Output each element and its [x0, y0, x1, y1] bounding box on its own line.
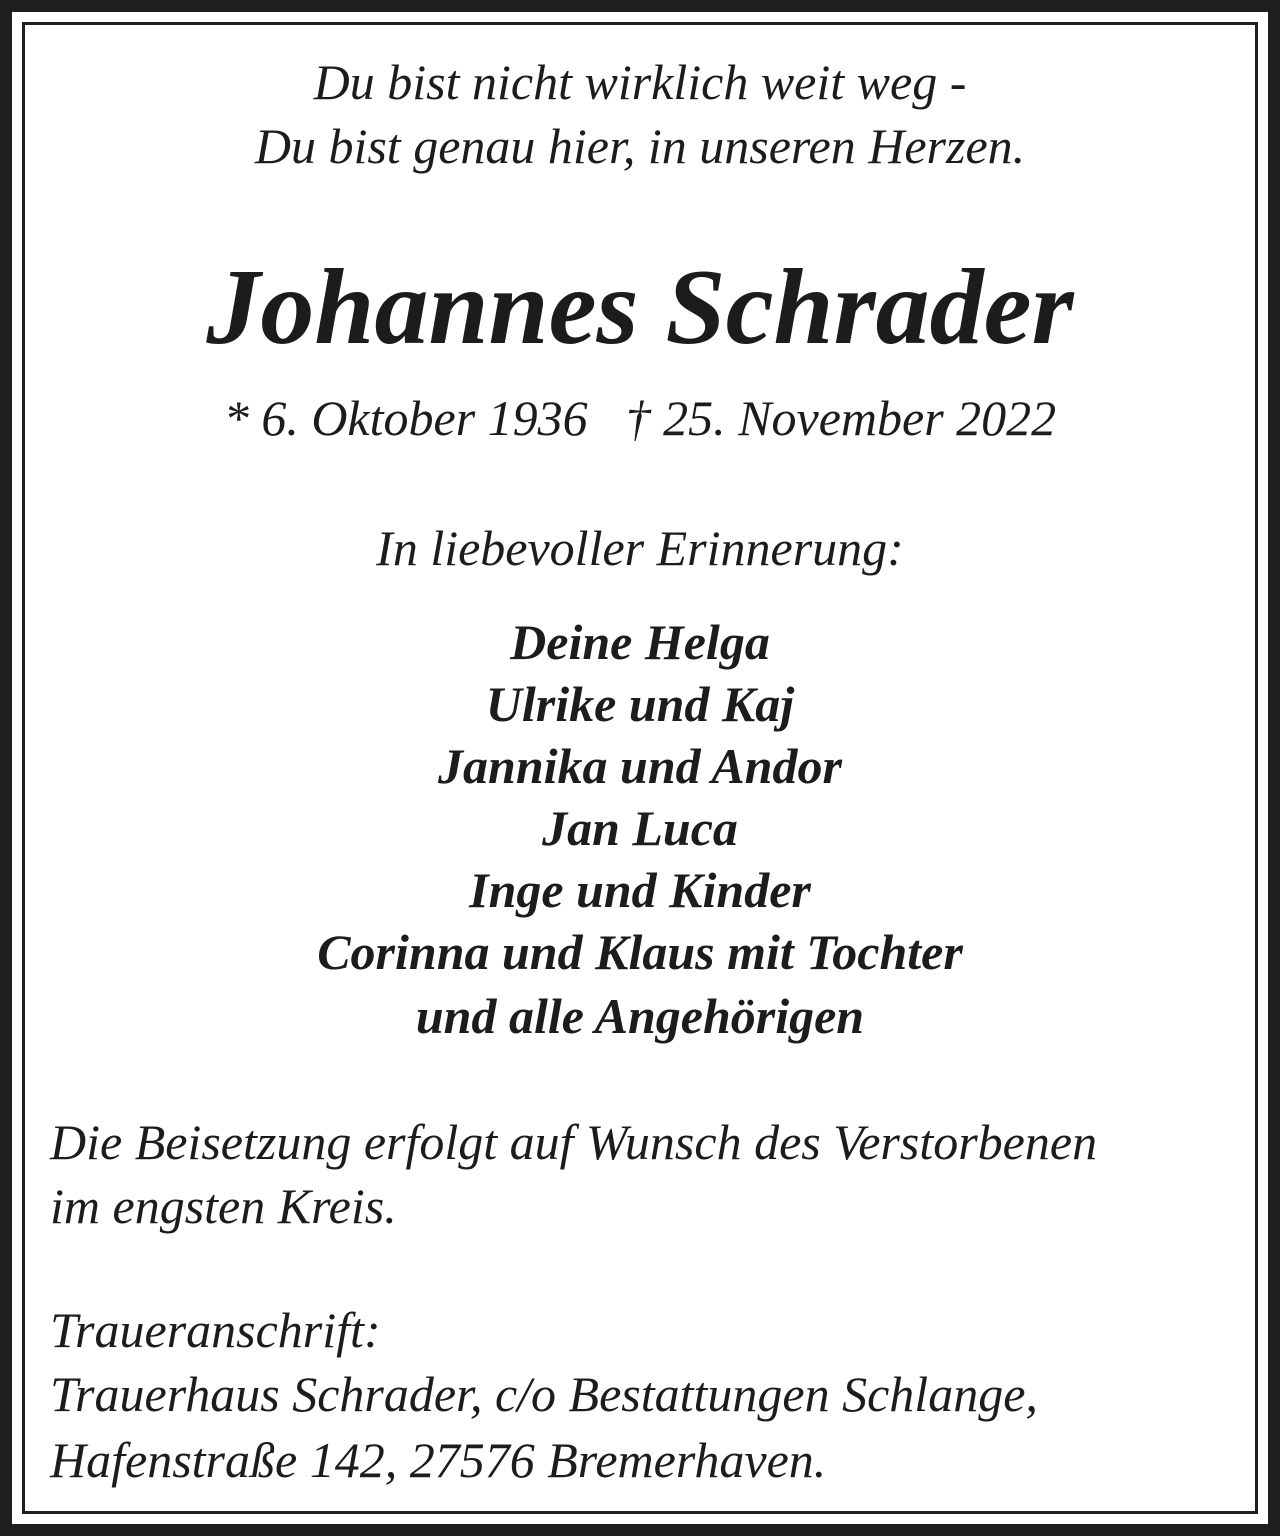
- burial-line-1: Die Beisetzung erfolgt auf Wunsch des Verstorbenen: [50, 1114, 1098, 1170]
- mourner-5: Inge und Kinder: [469, 862, 811, 918]
- mourner-7: und alle Angehörigen: [415, 988, 865, 1044]
- birth-date: * 6. Oktober 1936: [223, 390, 588, 446]
- mourner-6: Corinna und Klaus mit Tochter: [317, 924, 963, 980]
- motto-line-1: Du bist nicht wirklich weit weg -: [313, 54, 967, 110]
- address-label: Traueranschrift:: [50, 1302, 381, 1358]
- memory-line: In liebevoller Erinnerung:: [376, 520, 904, 576]
- motto-line-2: Du bist genau hier, in unseren Herzen.: [254, 118, 1026, 174]
- deceased-name: Johannes Schrader: [206, 248, 1074, 367]
- mourner-4: Jan Luca: [542, 800, 738, 856]
- mourner-1: Deine Helga: [510, 614, 770, 670]
- death-date: † 25. November 2022: [625, 390, 1057, 446]
- mourner-2: Ulrike und Kaj: [485, 676, 795, 732]
- mourner-3: Jannika und Andor: [438, 738, 842, 794]
- address-line-1: Trauerhaus Schrader, c/o Bestattungen Schlange,: [50, 1366, 1038, 1422]
- life-dates: [0, 388, 1280, 448]
- address-line-2: Hafenstraße 142, 27576 Bremerhaven.: [50, 1432, 827, 1488]
- burial-line-2: im engsten Kreis.: [50, 1178, 397, 1234]
